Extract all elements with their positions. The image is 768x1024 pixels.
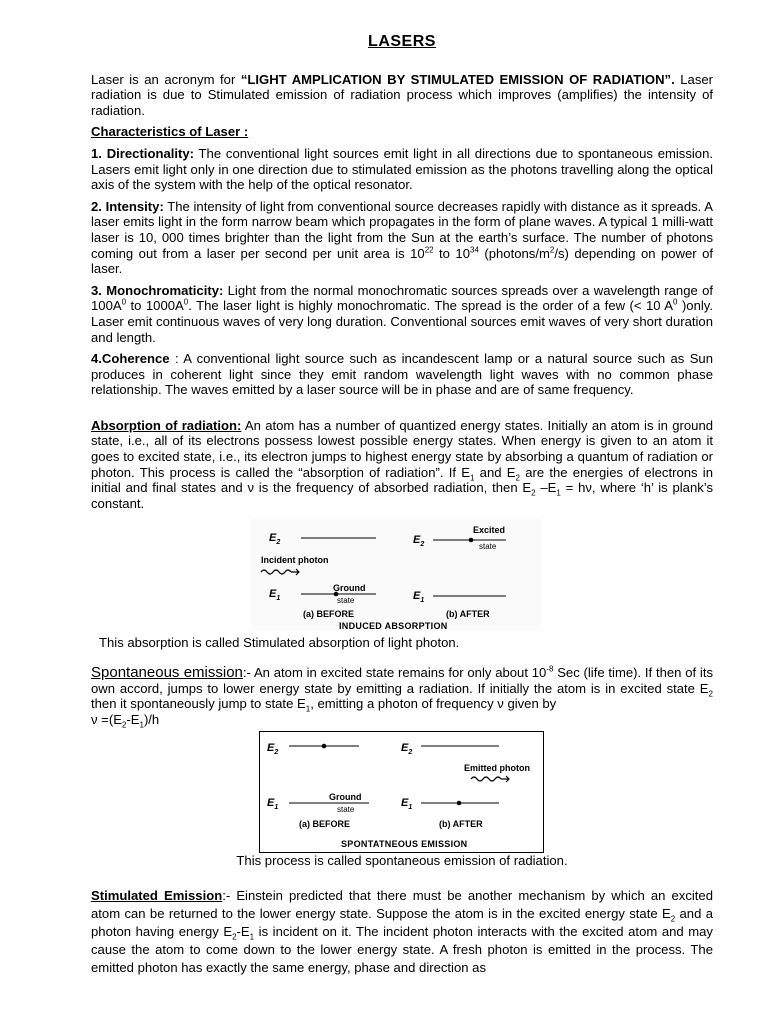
subscript: 1 bbox=[556, 488, 561, 498]
absorption-caption: This absorption is called Stimulated absorption of light photon. bbox=[99, 635, 460, 651]
e1-label: $E_1$ bbox=[269, 588, 281, 603]
subscript: 2 bbox=[121, 720, 127, 730]
emitted-photon-label: Emitted photon bbox=[464, 763, 530, 774]
e1-label-after: $E_1$ bbox=[413, 590, 425, 605]
coherence-paragraph bbox=[91, 351, 713, 398]
exponent: 0 bbox=[121, 297, 127, 307]
state-label: state bbox=[337, 596, 355, 606]
exponent: 0 bbox=[183, 297, 189, 307]
spontaneous-paragraph bbox=[91, 664, 713, 730]
spontaneous-text: , emitting a photon of frequency ν given by bbox=[310, 696, 557, 712]
directionality-text: The conventional light sources emit light in all directions due to spontaneous emission. Lasers emit light only in one direction due to stimulated emission as the photons travelling along the optical axis of the system with the help of the optical resonator. bbox=[91, 145, 713, 193]
subscript: 1 bbox=[305, 704, 311, 714]
ground-label: Ground bbox=[333, 583, 366, 594]
absorption-text: An atom has a number of quantized energy states. Initially an atom is in ground state, i.e., all of its electrons possess lowest possible energy states. When energy is given to an atom it goes to excited state, i.e., its electron jumps to highest energy state by absorbing a quantum of radiation or photon. This process is called the “absorption of radiation”. If E bbox=[91, 417, 714, 480]
after-label: (b) AFTER bbox=[446, 609, 490, 620]
before-label: (a) BEFORE bbox=[299, 819, 351, 830]
spontaneous-emission-figure bbox=[259, 731, 544, 853]
intensity-text: The intensity of light from conventional source decreases rapidly with distance as it spreads. A laser emits light in the form narrow beam which propagates in the form of plane waves. A typical 1 milli-watt laser is 10, 000 times brighter than the light from the Sun at the earth’s surface. The number of photons coming out from a laser per second per unit area is 10 bbox=[91, 198, 713, 261]
e1-label-after: $E_1$ bbox=[401, 797, 413, 812]
exponent: 34 bbox=[470, 245, 479, 255]
state-label: state bbox=[479, 542, 497, 552]
before-label: (a) BEFORE bbox=[303, 609, 355, 620]
stimulated-paragraph bbox=[91, 887, 713, 977]
spontaneous-text: :- An atom in excited state remains for only about 10 bbox=[242, 665, 547, 681]
excited-label: Excited bbox=[473, 525, 506, 536]
intensity-text: (photons/m bbox=[478, 245, 550, 261]
intro-rest: Laser radiation is due to Stimulated emission of radiation process which improves (amplifies) the intensity of radiation. bbox=[91, 71, 714, 118]
monochromaticity-paragraph bbox=[91, 283, 713, 345]
formula: -E bbox=[126, 711, 140, 727]
exponent: 22 bbox=[424, 245, 434, 255]
spontaneous-text: then it spontaneously jump to state E bbox=[91, 696, 306, 712]
mono-text: Light from the normal monochromatic sources spreads over a wavelength range of 100A bbox=[91, 282, 713, 314]
atom-dot bbox=[457, 801, 462, 806]
exponent: 0 bbox=[673, 297, 678, 307]
state-label: state bbox=[337, 805, 355, 815]
monochromaticity-label: 3. Monochromaticity: bbox=[91, 282, 224, 298]
coherence-label: 4.Coherence bbox=[91, 351, 170, 367]
subscript: 2 bbox=[708, 689, 713, 699]
figure-title: INDUCED ABSORPTION bbox=[339, 621, 448, 632]
formula: )/h bbox=[143, 711, 160, 727]
e2-label: $E_2$ bbox=[269, 532, 281, 547]
incident-photon-label: Incident photon bbox=[261, 555, 329, 566]
formula: ν =(E bbox=[91, 711, 122, 727]
subscript: 1 bbox=[469, 473, 475, 483]
page-title: LASERS bbox=[368, 33, 436, 50]
ground-label: Ground bbox=[329, 792, 362, 803]
atom-dot bbox=[469, 538, 474, 543]
absorption-text: = hν, where ‘h’ is plank’s constant. bbox=[91, 480, 713, 511]
intensity-paragraph bbox=[91, 199, 713, 277]
after-label: (b) AFTER bbox=[439, 819, 483, 830]
absorption-text: –E bbox=[535, 480, 557, 496]
characteristics-heading: Characteristics of Laser : bbox=[91, 124, 249, 140]
exponent: -8 bbox=[546, 664, 554, 674]
subscript: 2 bbox=[515, 473, 520, 483]
stimulated-text: :- Einstein predicted that there must be another mechanism by which an excited atom can be returned to the lower energy state. Suppose the atom is in the excited energy state E bbox=[91, 888, 713, 921]
mono-text: to 1000A bbox=[126, 298, 184, 314]
stimulated-text: -E bbox=[236, 924, 250, 939]
absorption-paragraph bbox=[91, 418, 713, 512]
intro-acronym: “LIGHT AMPLICATION BY STIMULATED EMISSION OF RADIATION”. bbox=[240, 71, 675, 87]
e2-label-after: $E_2$ bbox=[401, 742, 413, 757]
subscript: 2 bbox=[531, 488, 536, 498]
document-page bbox=[91, 34, 713, 983]
induced-absorption-figure bbox=[251, 519, 541, 631]
intro-paragraph bbox=[91, 72, 713, 119]
directionality-label: 1. Directionality: bbox=[91, 145, 195, 161]
subscript: 1 bbox=[249, 932, 255, 942]
spontaneous-label: Spontaneous emission bbox=[91, 664, 243, 682]
stimulated-label: Stimulated Emission bbox=[91, 888, 223, 903]
spontaneous-text: Sec (life time). If then of its own accord, jumps to lower energy state by emitting a radiation. If initially the atom is in excited state E bbox=[91, 665, 713, 696]
intro-lead: Laser is an acronym for bbox=[91, 71, 241, 87]
absorption-label: Absorption of radiation: bbox=[91, 417, 242, 433]
stimulated-text: and a photon having energy E bbox=[91, 906, 713, 939]
e2-label: $E_2$ bbox=[267, 742, 279, 757]
atom-dot bbox=[322, 744, 327, 749]
absorption-text: are the energies of electrons in initial and final states and ν is the frequency of absorbed radiation, then E bbox=[91, 464, 713, 496]
exponent: 2 bbox=[549, 245, 555, 255]
figure-title: SPONTATNEOUS EMISSION bbox=[341, 839, 468, 850]
directionality-paragraph bbox=[91, 146, 713, 193]
subscript: 2 bbox=[670, 914, 676, 924]
mono-text: . The laser light is highly monochromatic. The spread is the order of a few (< 10 A bbox=[188, 298, 674, 314]
stimulated-text: is incident on it. The incident photon interacts with the excited atom and may cause the atom to come down to the lower energy state. A fresh photon is emitted in the process. The emitted photon has exactly the same energy, phase and direction as bbox=[91, 924, 713, 975]
intensity-text: /s) depending on power of laser. bbox=[91, 245, 714, 277]
spontaneous-caption: This process is called spontaneous emission of radiation. bbox=[236, 853, 568, 869]
intensity-text: to 10 bbox=[433, 245, 470, 261]
coherence-text: : A conventional light source such as incandescent lamp or a natural source such as Sun produces in coherent light since they emit random wavelength light waves with no common phase relationship. The waves emitted by a laser source will be in phase and are of same frequency. bbox=[91, 351, 713, 398]
mono-text: )only. Laser emit continuous waves of very long duration. Conventional sources emit waves of very short duration and length. bbox=[91, 298, 713, 345]
intensity-label: 2. Intensity: bbox=[91, 198, 164, 214]
subscript: 2 bbox=[232, 932, 237, 942]
e2-label-after: $E_2$ bbox=[413, 534, 425, 549]
subscript: 1 bbox=[139, 720, 144, 730]
absorption-text: and E bbox=[474, 464, 516, 480]
e1-label: $E_1$ bbox=[267, 797, 279, 812]
